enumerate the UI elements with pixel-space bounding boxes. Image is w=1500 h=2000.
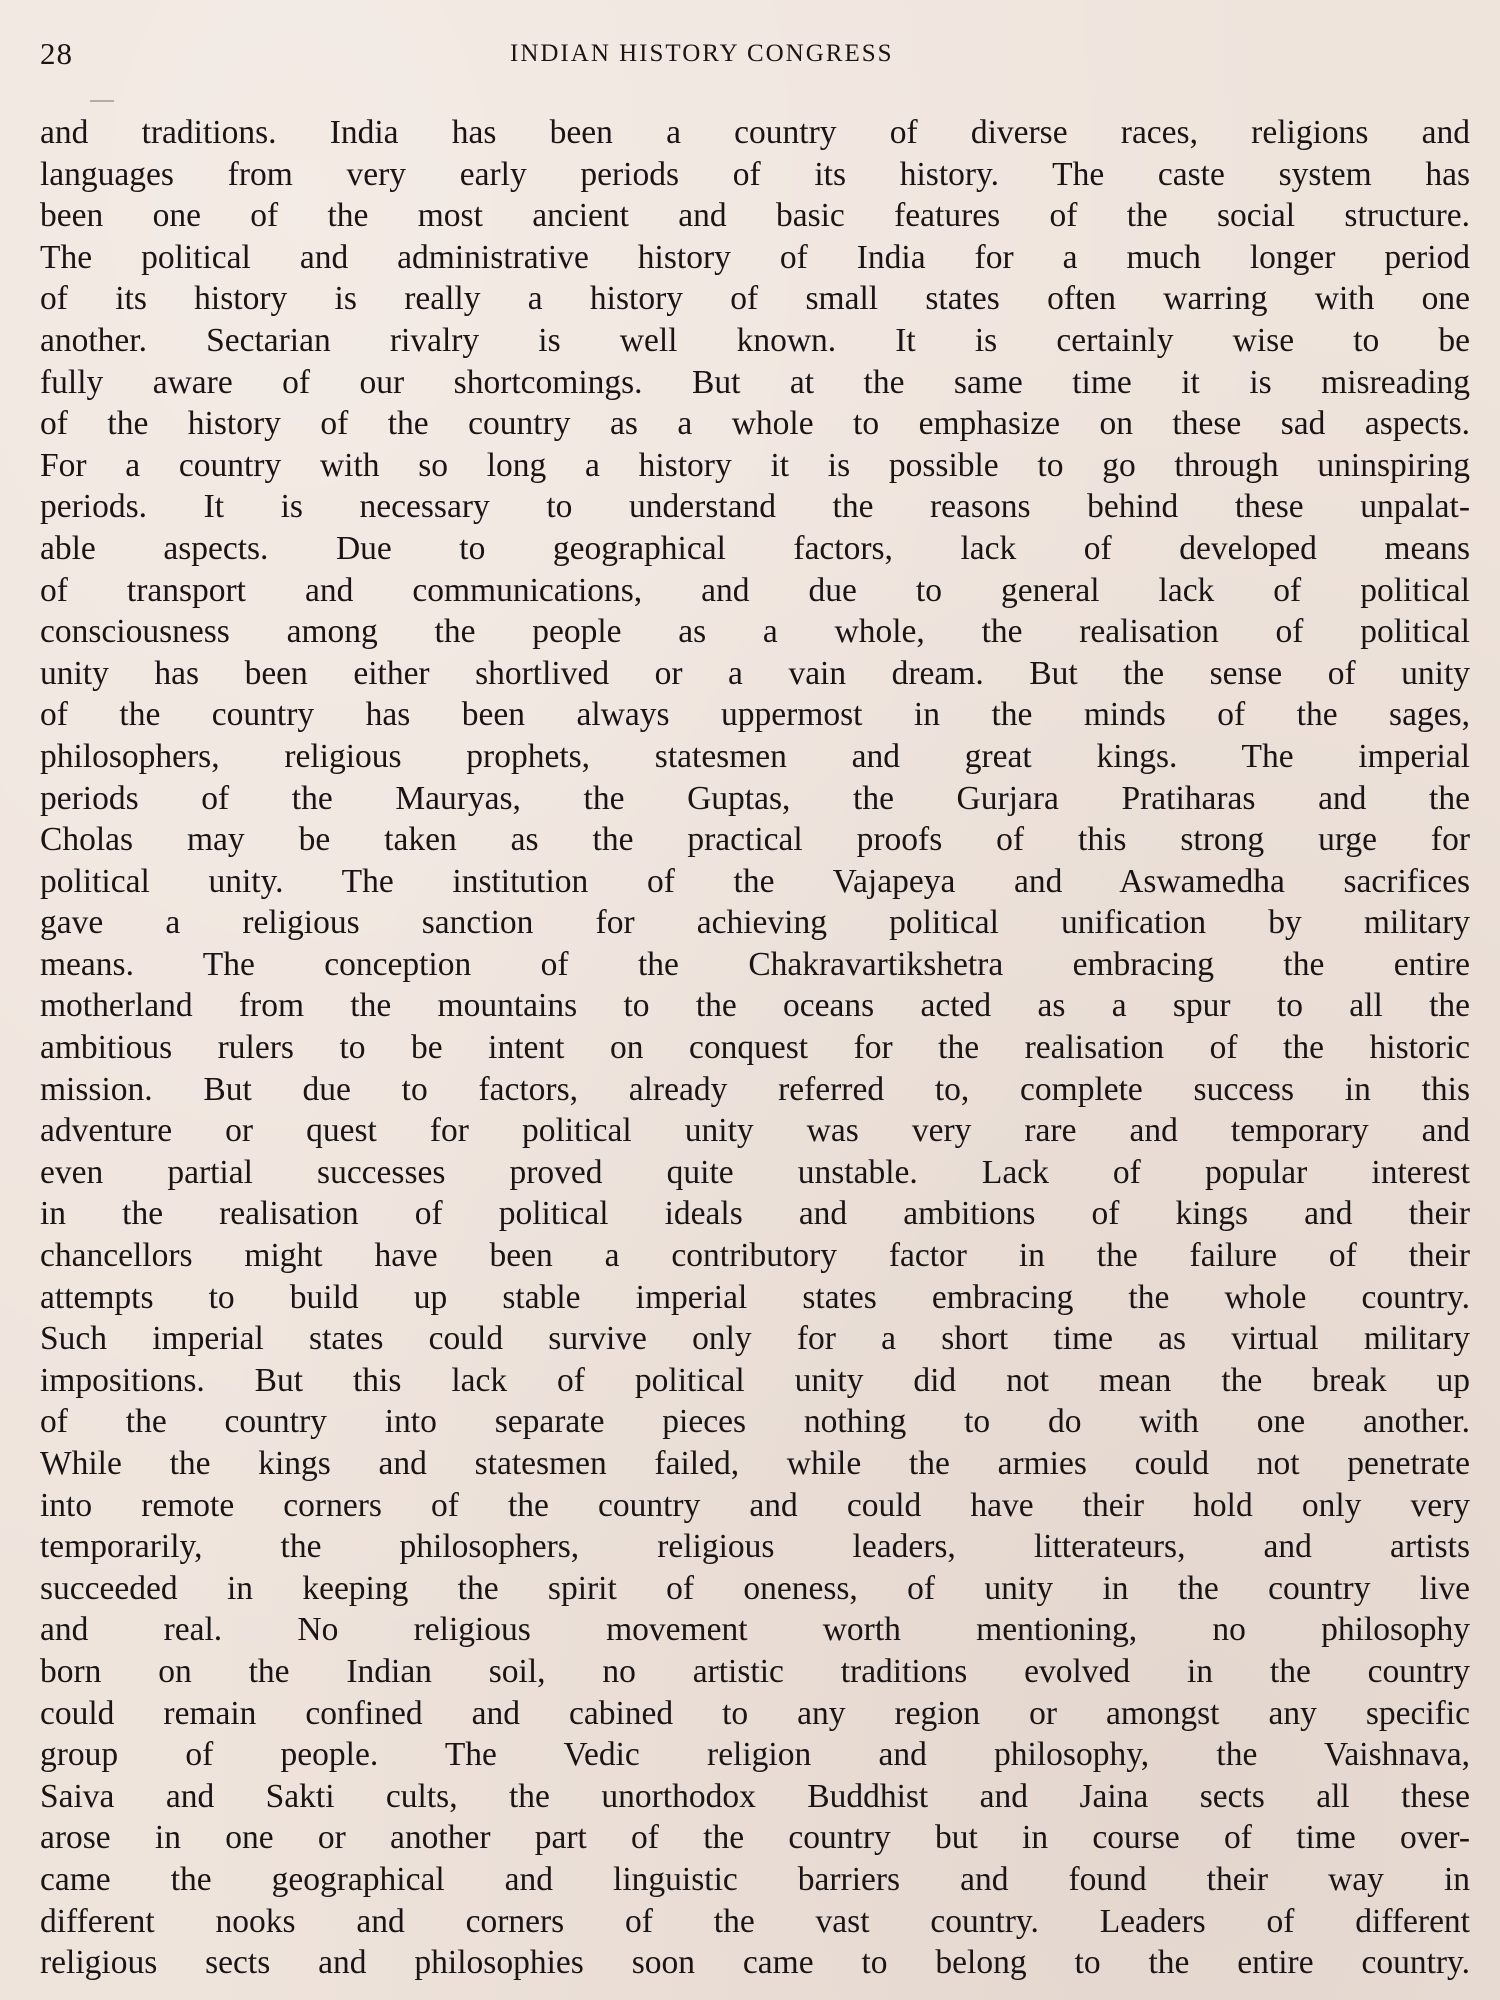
text-line: of the history of the country as a whole to emphasize on these sad aspects. — [40, 405, 1470, 443]
text-line: Saiva and Sakti cults, the unorthodox Buddhist and Jaina sects all these — [40, 1777, 1470, 1815]
text-line: different nooks and corners of the vast country. Leaders of different — [40, 1902, 1470, 1940]
text-line: religious sects and philosophies soon came to belong to the entire country. — [40, 1944, 1470, 1982]
text-line: of transport and communications, and due to general lack of political — [40, 571, 1470, 609]
text-line: Cholas may be taken as the practical proofs of this strong urge for — [40, 821, 1470, 859]
text-line: For a country with so long a history it is possible to go through uninspiring — [40, 446, 1470, 484]
text-line: another. Sectarian rivalry is well known. It is certainly wise to be — [40, 321, 1470, 359]
text-line: and real. No religious movement worth mentioning, no philosophy — [40, 1611, 1470, 1649]
text-line: impositions. But this lack of political unity did not mean the break up — [40, 1361, 1470, 1399]
text-line: unity has been either shortlived or a vain dream. But the sense of unity — [40, 654, 1470, 692]
text-line: succeeded in keeping the spirit of oneness, of unity in the country live — [40, 1569, 1470, 1607]
text-line: fully aware of our shortcomings. But at the same time it is misreading — [40, 363, 1470, 401]
text-line: able aspects. Due to geographical factors, lack of developed means — [40, 529, 1470, 567]
text-line: of its history is really a history of small states often warring with one — [40, 280, 1470, 318]
text-line: periods of the Mauryas, the Guptas, the Gurjara Pratiharas and the — [40, 779, 1470, 817]
running-head: INDIAN HISTORY CONGRESS — [510, 40, 894, 67]
text-line: consciousness among the people as a whole, the realisation of political — [40, 613, 1470, 651]
text-line: could remain confined and cabined to any region or amongst any specific — [40, 1694, 1470, 1732]
text-line: adventure or quest for political unity was very rare and temporary and — [40, 1112, 1470, 1150]
ink-mark — [90, 100, 114, 102]
text-line: group of people. The Vedic religion and philosophy, the Vaishnava, — [40, 1736, 1470, 1774]
text-line: Such imperial states could survive only for a short time as virtual military — [40, 1320, 1470, 1358]
text-line: born on the Indian soil, no artistic traditions evolved in the country — [40, 1652, 1470, 1690]
text-line: arose in one or another part of the country but in course of time over- — [40, 1819, 1470, 1857]
text-line: attempts to build up stable imperial states embracing the whole country. — [40, 1278, 1470, 1316]
text-line: temporarily, the philosophers, religious leaders, litterateurs, and artists — [40, 1528, 1470, 1566]
text-line: While the kings and statesmen failed, while the armies could not penetrate — [40, 1445, 1470, 1482]
text-line: ambitious rulers to be intent on conquest for the realisation of the historic — [40, 1029, 1470, 1067]
text-line: mission. But due to factors, already referred to, complete success in this — [40, 1070, 1470, 1108]
text-line: gave a religious sanction for achieving political unification by military — [40, 904, 1470, 942]
text-line: philosophers, religious prophets, statesmen and great kings. The imperial — [40, 737, 1470, 775]
text-line: The political and administrative history of India for a much longer period — [40, 238, 1470, 276]
text-line: came the geographical and linguistic barriers and found their way in — [40, 1860, 1470, 1898]
text-line: motherland from the mountains to the oceans acted as a spur to all the — [40, 987, 1470, 1025]
text-line: chancellors might have been a contributory factor in the failure of their — [40, 1237, 1470, 1275]
text-line: languages from very early periods of its history. The caste system has — [40, 155, 1470, 193]
page-header — [40, 36, 1470, 80]
text-line: of the country has been always uppermost in the minds of the sages, — [40, 696, 1470, 734]
text-line: even partial successes proved quite unstable. Lack of popular interest — [40, 1153, 1470, 1191]
page-number: 28 — [40, 36, 73, 71]
text-line: means. The conception of the Chakravartikshetra embracing the entire — [40, 945, 1470, 983]
text-line: in the realisation of political ideals and ambitions of kings and their — [40, 1195, 1470, 1233]
text-line: periods. It is necessary to understand the reasons behind these unpalat- — [40, 488, 1470, 526]
text-line: been one of the most ancient and basic features of the social structure. — [40, 197, 1470, 235]
text-line: political unity. The institution of the Vajapeya and Aswamedha sacrifices — [40, 862, 1470, 900]
text-line: of the country into separate pieces nothing to do with one another. — [40, 1403, 1470, 1441]
body-paragraph — [40, 112, 1470, 1984]
text-line: into remote corners of the country and could have their hold only very — [40, 1486, 1470, 1524]
text-line: and traditions. India has been a country of diverse races, religions and — [40, 114, 1470, 151]
